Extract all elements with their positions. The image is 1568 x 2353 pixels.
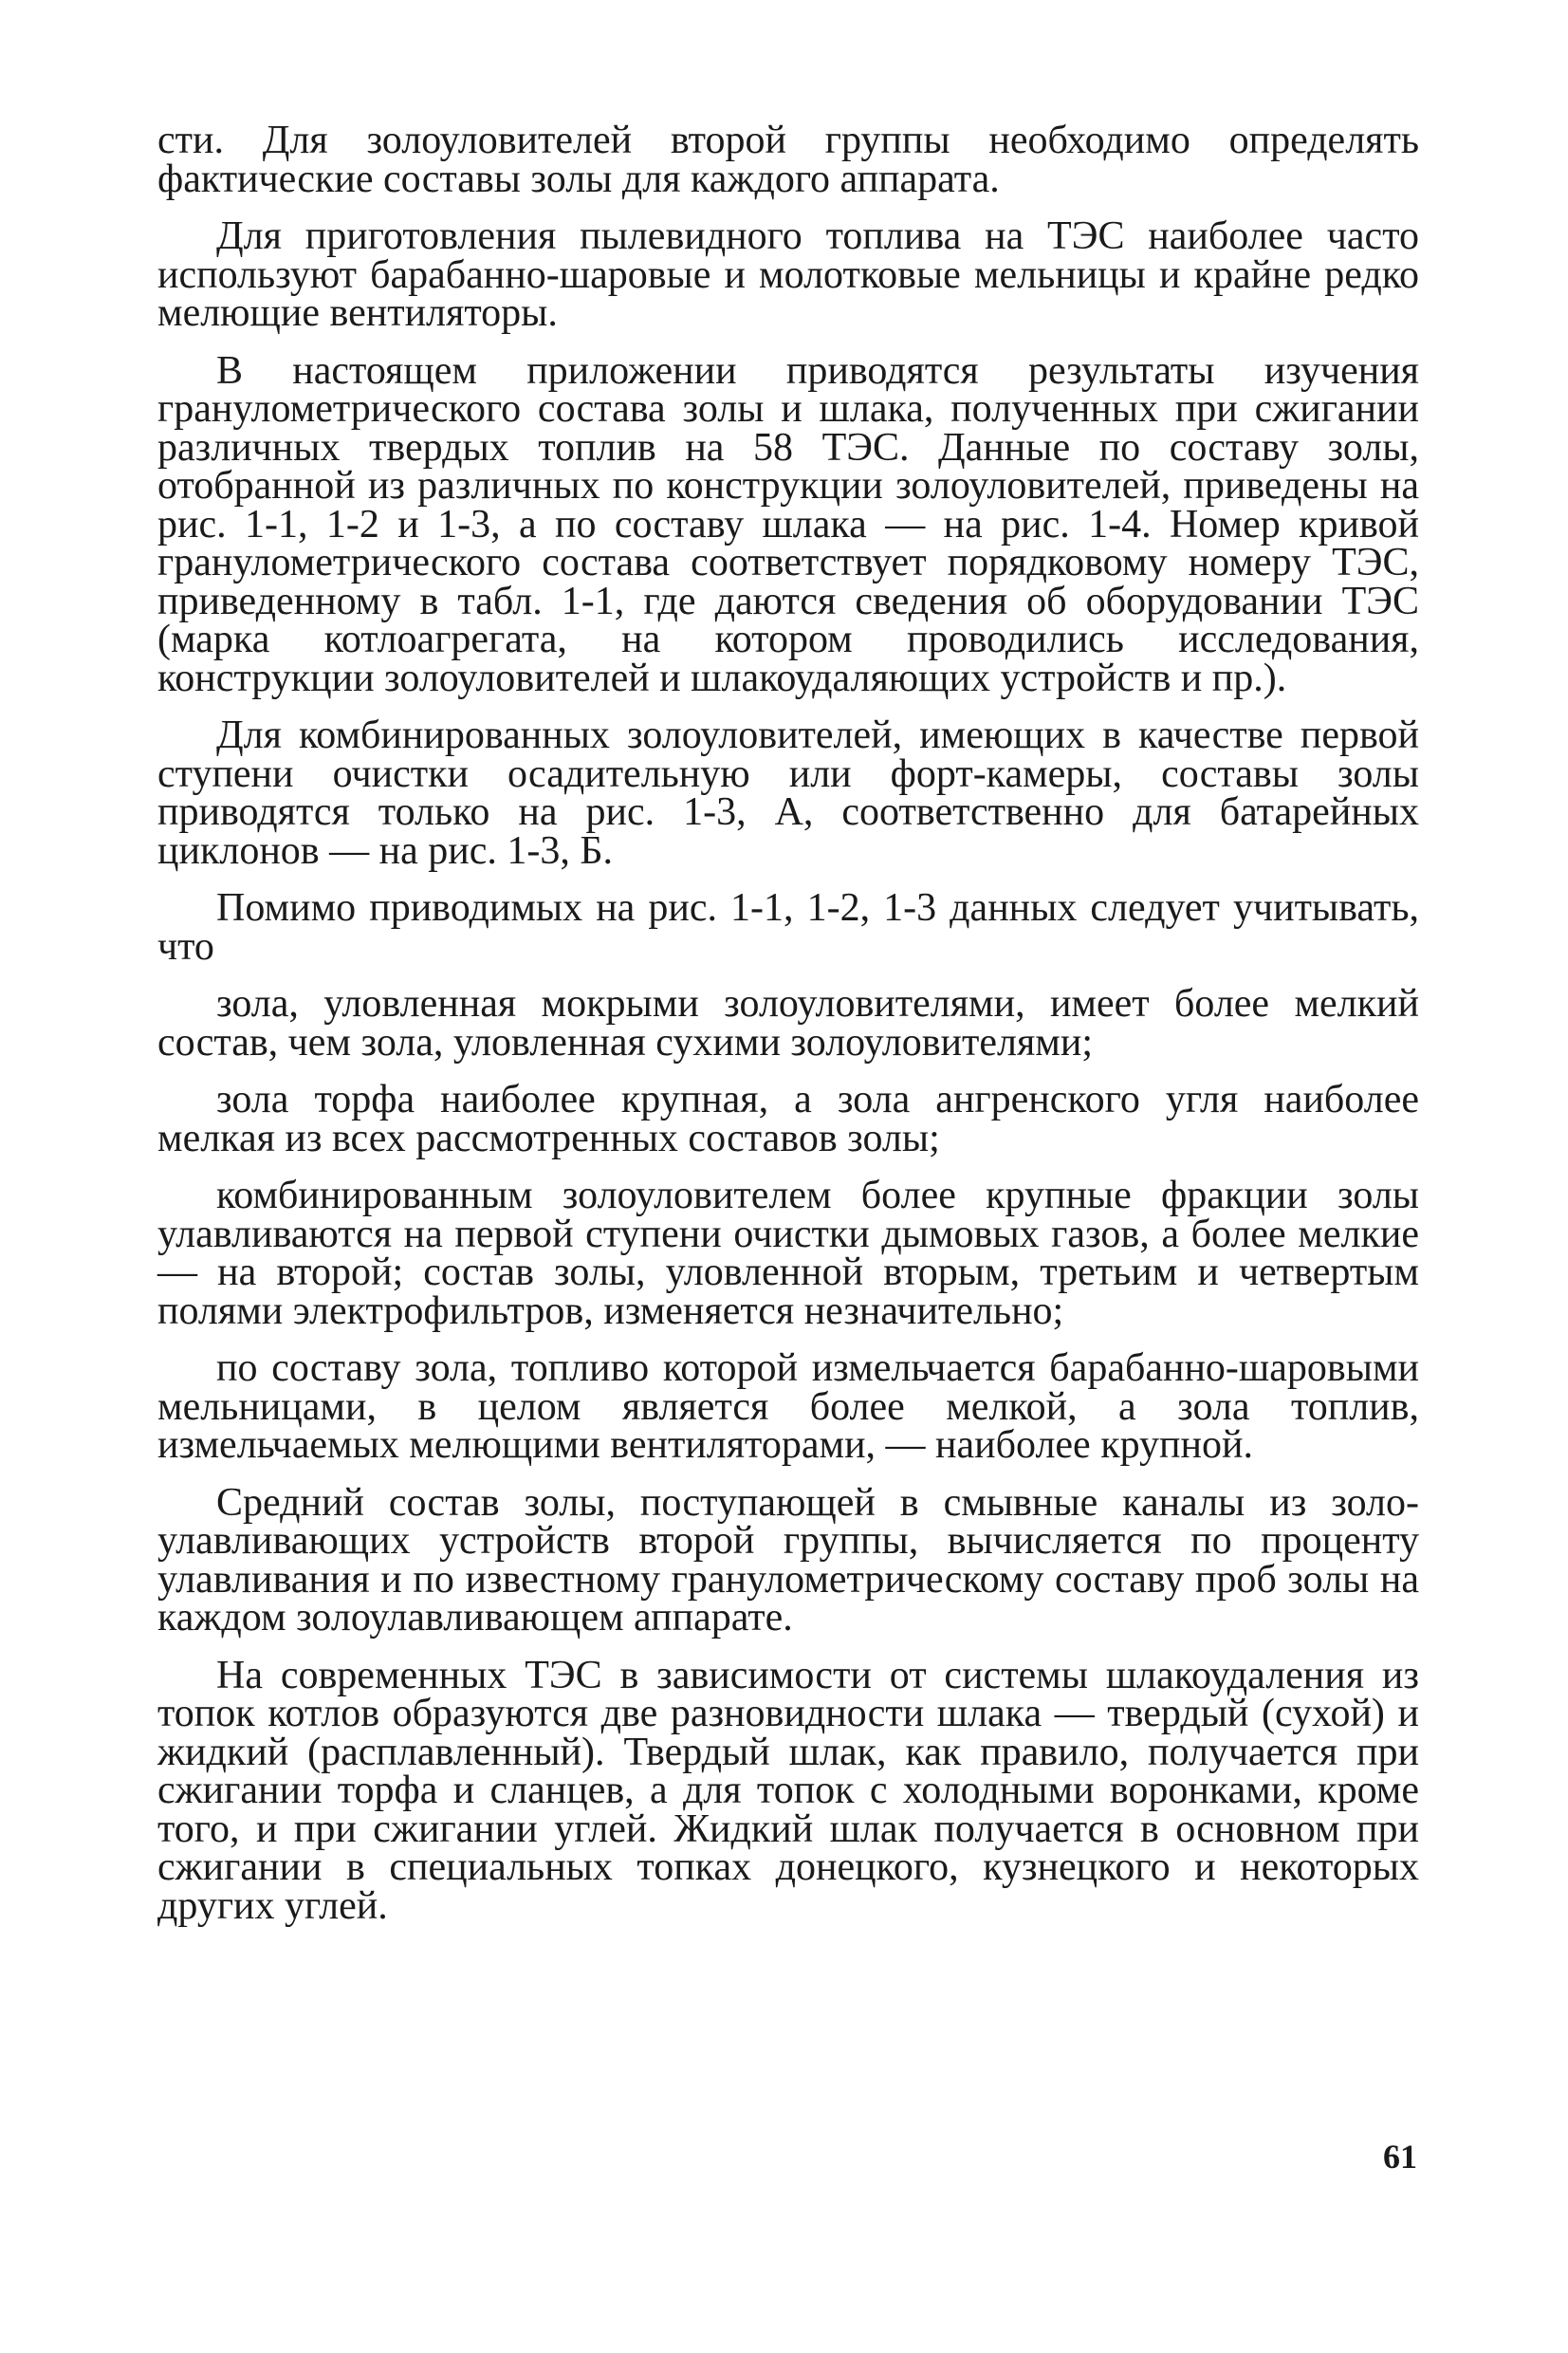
paragraph-study-results: В настоящем приложении приводятся результаты изучения гранулометрического состава золы и шлака, полученных при сжигании различных твердых топлив на 58 ТЭС. Данные по составу золы, отобранной из различных по конструкции золоуловителей, приведены на рис. 1-1, 1-2 и 1-3, а по составу шлака — на рис. 1-4. Номер кривой гранулометрического состава соответствует порядковому номеру ТЭС, приведенному в табл. 1-1, где даются сведения об оборудовании ТЭС (марка котлоагрегата, на котором проводились исследования, конструкции золоуловителей и шлакоудаляющих устройств и пр.). <box>157 348 1419 700</box>
paragraph-additional-notes: Помимо приводимых на рис. 1-1, 1-2, 1-3 данных следует учитывать, что <box>157 886 1419 969</box>
list-item-peat-ash: зола торфа наиболее крупная, а зола ангренского угля наиболее мелкая из всех рассмотренных составов золы; <box>157 1078 1419 1160</box>
paragraph-fuel-preparation: Для приготовления пылевидного топлива на ТЭС наиболее часто используют барабанно-шаровые и молотковые мельницы и крайне редко мелющие вентиляторы. <box>157 214 1419 335</box>
page-number: 61 <box>1383 2138 1417 2176</box>
list-item-wet-collectors: зола, уловленная мокрыми золоуловителями, имеет более мелкий состав, чем зола, уловленная сухими золоуловителями; <box>157 982 1419 1065</box>
page-body <box>157 121 1419 1944</box>
list-item-combined-collector: комбинированным золоуловителем более крупные фракции золы улавливаются на первой ступени очистки дымовых газов, а более мелкие — на второй; состав золы, уловленной вторым, третьим и четвертым полями электрофильтров, изменяется незначительно; <box>157 1174 1419 1333</box>
paragraph-average-composition: Средний состав золы, поступающей в смывные каналы из золоулавливающих устройств второй группы, вычисляется по проценту улавливания и по известному гранулометрическому составу проб золы на каждом золоулавливающем аппарате. <box>157 1480 1419 1640</box>
paragraph-combined-collectors: Для комбинированных золоуловителей, имеющих в качестве первой ступени очистки осадительную или форт-камеры, составы золы приводятся только на рис. 1-3, А, соответственно для батарейных циклонов — на рис. 1-3, Б. <box>157 713 1419 873</box>
paragraph-continuation: сти. Для золоуловителей второй группы необходимо определять фактические составы золы для каждого аппарата. <box>157 119 1419 201</box>
paragraph-slag-types: На современных ТЭС в зависимости от системы шлакоудаления из топок котлов образуются две разновидности шлака — твердый (сухой) и жидкий (расплавленный). Твердый шлак, как правило, получается при сжигании торфа и сланцев, а для топок с холодными воронками, кроме того, и при сжигании углей. Жидкий шлак получается в основном при сжигании в специальных топках донецкого, кузнецкого и некоторых других углей. <box>157 1653 1419 1928</box>
list-item-mill-types: по составу зола, топливо которой измельчается барабанно-шаровыми мельницами, в целом является более мелкой, а зола топлив, измельчаемых мелющими вентиляторами, — наиболее крупной. <box>157 1346 1419 1467</box>
